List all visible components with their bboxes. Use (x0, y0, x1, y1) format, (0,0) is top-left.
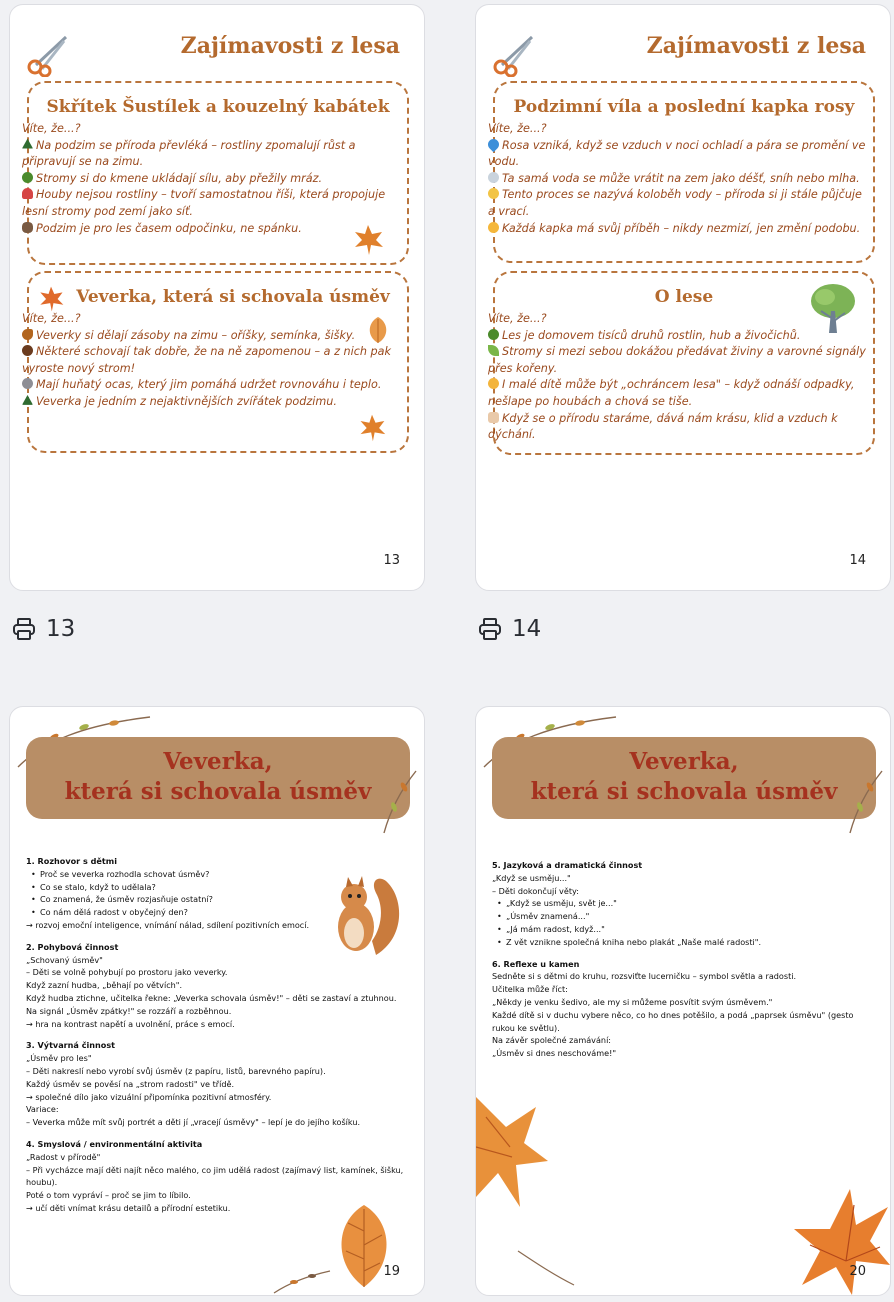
hand-icon (488, 412, 499, 423)
box-title: O lese (654, 287, 714, 307)
fact-line: vyroste nový strom! (22, 361, 136, 375)
fact-line: Mají huňatý ocas, který jim pomáhá udržet rovnováhu i teplo. (22, 377, 405, 394)
box-title: Podzimní víla a poslední kapka rosy (513, 97, 855, 117)
page-banner (26, 737, 410, 819)
banner-line: která si schovala úsměv (530, 778, 838, 805)
section-heading: 3. Výtvarná činnost (26, 1040, 116, 1051)
fact-line: Veverky si dělají zásoby na zimu – oříšky, semínka, šišky. (22, 328, 405, 345)
fact-line: Když se o přírodu staráme, dává nám krásu, klid a vzduch k (488, 411, 871, 428)
page-number: 20 (849, 1264, 866, 1279)
text-line: Když hudba ztichne, učitelka řekne: „Veverka schovala úsměv!" – děti se zastaví a ztuhnou. (26, 992, 397, 1003)
maple-leaf-illustration (476, 1087, 548, 1217)
page-number: 19 (383, 1264, 400, 1279)
fact-box (22, 271, 409, 453)
text-line: → společné dílo jako vizuální připomínka pozitivní atmosféry. (26, 1091, 272, 1102)
section-heading: 6. Reflexe u kamen (492, 958, 580, 969)
seedling-icon (488, 345, 499, 356)
bullet-list (26, 868, 406, 919)
print-label: 13 (46, 616, 76, 642)
tree-icon (22, 139, 33, 150)
fact-box (488, 81, 875, 263)
chestnut-icon (22, 345, 33, 356)
text-line: – Děti nakreslí nebo vyrobí svůj úsměv (z papíru, listů, barevného papíru). (26, 1065, 326, 1076)
page-number: 13 (383, 553, 400, 568)
section-heading: 4. Smyslová / environmentální aktivita (26, 1138, 203, 1149)
fact-line: Houby nejsou rostliny – tvoří samostatnou říši, která propojuje (22, 187, 405, 204)
print-label: 14 (512, 616, 542, 642)
list-item: • Co nám dělá radost v obyčejný den? (26, 906, 406, 919)
text-line: Poté o tom vypráví – proč se jim to líbilo. (26, 1190, 191, 1201)
text-line: Každé dítě si v duchu vybere něco, co ho dnes potěšilo, a podá „paprsek úsměvu" (gesto (492, 1009, 854, 1020)
scissors-icon (492, 31, 538, 77)
branch-decoration (360, 767, 420, 837)
fact-line: Stromy si do kmene ukládají sílu, aby přežily mráz. (22, 171, 405, 188)
fact-line: Víte, že...? (488, 122, 547, 135)
text-line: Na signál „Úsměv zpátky!" se rozzáří a rozběhnou. (26, 1005, 232, 1016)
tree-round-icon (488, 329, 499, 340)
list-item: • Proč se veverka rozhodla schovat úsměv? (26, 868, 406, 881)
list-item: • Co znamená, že úsměv rozjasňuje ostatní? (26, 893, 406, 906)
section-heading: 5. Jazyková a dramatická činnost (492, 860, 643, 870)
list-item: • Co se stalo, když to udělala? (26, 881, 406, 894)
fact-line: přes kořeny. (488, 361, 558, 375)
text-line: Sedněte si s dětmi do kruhu, rozsviťte lucerničku – symbol světla a radosti. (492, 971, 797, 982)
page-number: 14 (849, 553, 866, 568)
fact-line: Každá kapka má svůj příběh – nikdy nezmizí, jen změní podobu. (488, 221, 871, 238)
page-title: Zajímavosti z lesa (646, 33, 866, 59)
text-line: → rozvoj emoční inteligence, vnímání nálad, sdílení pozitivních emocí. (26, 919, 310, 930)
fact-line: Na podzim se příroda převléká – rostliny zpomalují růst a (22, 138, 405, 155)
fact-line: připravují se na zimu. (22, 155, 144, 169)
flower-icon (488, 378, 499, 389)
text-line: – Při vycházce mají děti najít něco malého, co jim udělá radost (zajímavý list, kamínek, šišku, (26, 1164, 404, 1175)
fact-line: vodu. (488, 155, 520, 169)
page-thumbnail-14[interactable] (475, 4, 891, 591)
text-line: Na závěr společné zamávání: (492, 1035, 612, 1046)
list-item: • „Když se usměju, svět je..." (492, 897, 872, 910)
fact-line: Víte, že...? (488, 312, 547, 325)
sun-cloud-icon (488, 188, 499, 199)
maple-leaf-icon (351, 223, 385, 257)
tree-round-icon (22, 172, 33, 183)
section-heading: 1. Rozhovor s dětmi (26, 856, 117, 866)
branch-decoration (826, 767, 886, 837)
print-page-13[interactable] (12, 616, 75, 642)
fact-line: Víte, že...? (22, 122, 81, 135)
fact-line: Některé schovají tak dobře, že na ně zapomenou – a z nich pak (22, 344, 405, 361)
text-line: – Děti se volně pohybují po prostoru jako veverky. (26, 967, 228, 978)
activity-text (492, 859, 872, 1060)
text-line: „Radost v přírodě" (26, 1151, 101, 1162)
text-line: „Někdy je venku šedivo, ale my si můžeme posvítit svým úsměvem." (492, 996, 773, 1007)
box-title: Veverka, která si schovala úsměv (76, 287, 390, 307)
fact-line: dýchání. (488, 428, 536, 442)
squirrel-icon (22, 329, 33, 340)
text-line: „Když se usměju..." (492, 872, 571, 883)
list-item: • Z vět vznikne společná kniha nebo plakát „Naše malé radosti". (492, 936, 872, 949)
text-line: → hra na kontrast napětí a uvolnění, práce s emocí. (26, 1018, 235, 1029)
text-line: → učí děti vnímat krásu detailů a přírodní estetiku. (26, 1202, 231, 1213)
cloud-icon (488, 172, 499, 183)
paw-icon (22, 378, 33, 389)
mushroom-icon (22, 188, 33, 199)
fact-line: Ta samá voda se může vrátit na zem jako déšť, sníh nebo mlha. (488, 171, 871, 188)
printer-icon (478, 617, 502, 641)
fact-line: Veverka je jedním z nejaktivnějších zvířátek podzimu. (22, 394, 405, 411)
text-line: „Úsměv pro les" (26, 1053, 92, 1064)
branch-decoration (272, 1267, 332, 1295)
fact-line: Tento proces se nazývá koloběh vody – příroda si ji stále půjčuje (488, 187, 871, 204)
branch-decoration (516, 1247, 576, 1287)
fact-box (22, 81, 409, 265)
box-title: Skřítek Šustílek a kouzelný kabátek (46, 97, 390, 117)
fact-line: lesní stromy pod zemí jako síť. (22, 204, 193, 218)
text-line: Každý úsměv se pověsí na „strom radosti" ve třídě. (26, 1078, 235, 1089)
tree-icon (22, 395, 33, 406)
fact-line: nešlape po houbách a chová se tiše. (488, 394, 693, 408)
log-icon (22, 222, 33, 233)
sparkle-sun-icon (488, 222, 499, 233)
fact-line: Víte, že...? (22, 312, 81, 325)
tree-illustration (807, 281, 859, 337)
text-line: houbu). (26, 1177, 58, 1188)
fact-box (488, 271, 875, 455)
maple-leaf-illustration (790, 1185, 890, 1295)
page-thumbnail-19[interactable] (9, 706, 425, 1296)
bullet-list (492, 897, 872, 948)
banner-line: Veverka, (629, 748, 739, 775)
fact-line: a vrací. (488, 204, 530, 218)
text-line: Variace: (26, 1104, 59, 1115)
droplet-icon (486, 136, 502, 152)
page-banner (492, 737, 876, 819)
text-line: „Schovaný úsměv" (26, 954, 103, 965)
list-item: • „Úsměv znamená..." (492, 910, 872, 923)
printer-icon (12, 617, 36, 641)
maple-leaf-icon (37, 285, 65, 313)
page-title: Zajímavosti z lesa (180, 33, 400, 59)
list-item: • „Já mám radost, když..." (492, 923, 872, 936)
page-thumbnail-20[interactable] (475, 706, 891, 1296)
print-page-14[interactable] (478, 616, 541, 642)
fact-line: I malé dítě může být „ochráncem lesa" – když odnáší odpadky, (488, 377, 871, 394)
text-line: Když zazní hudba, „běhají po větvích". (26, 980, 183, 991)
section-heading: 2. Pohybová činnost (26, 941, 119, 952)
text-line: Učitelka může říct: (492, 984, 568, 995)
leaf-icon (365, 315, 391, 345)
text-line: rukou ke světlu). (492, 1022, 560, 1033)
activity-text (26, 855, 406, 1215)
fact-line: Stromy si mezi sebou dokážou předávat živiny a varovné signály (488, 344, 871, 361)
scissors-icon (26, 31, 72, 77)
fact-line: Rosa vzniká, když se vzduch v noci ochladí a pára se promění ve (488, 138, 871, 155)
banner-line: která si schovala úsměv (64, 778, 372, 805)
maple-leaf-icon (357, 413, 387, 443)
fact-line: Les je domovem tisíců druhů rostlin, hub a živočichů. (488, 328, 871, 345)
text-line: – Veverka může mít svůj portrét a děti jí „vracejí úsměvy" – lepí je do jejího košíku. (26, 1117, 361, 1128)
fact-line: Podzim je pro les časem odpočinku, ne spánku. (22, 221, 405, 238)
banner-line: Veverka, (163, 748, 273, 775)
page-thumbnail-13[interactable] (9, 4, 425, 591)
text-line: „Úsměv si dnes neschováme!" (492, 1048, 617, 1059)
text-line: – Děti dokončují věty: (492, 885, 579, 896)
